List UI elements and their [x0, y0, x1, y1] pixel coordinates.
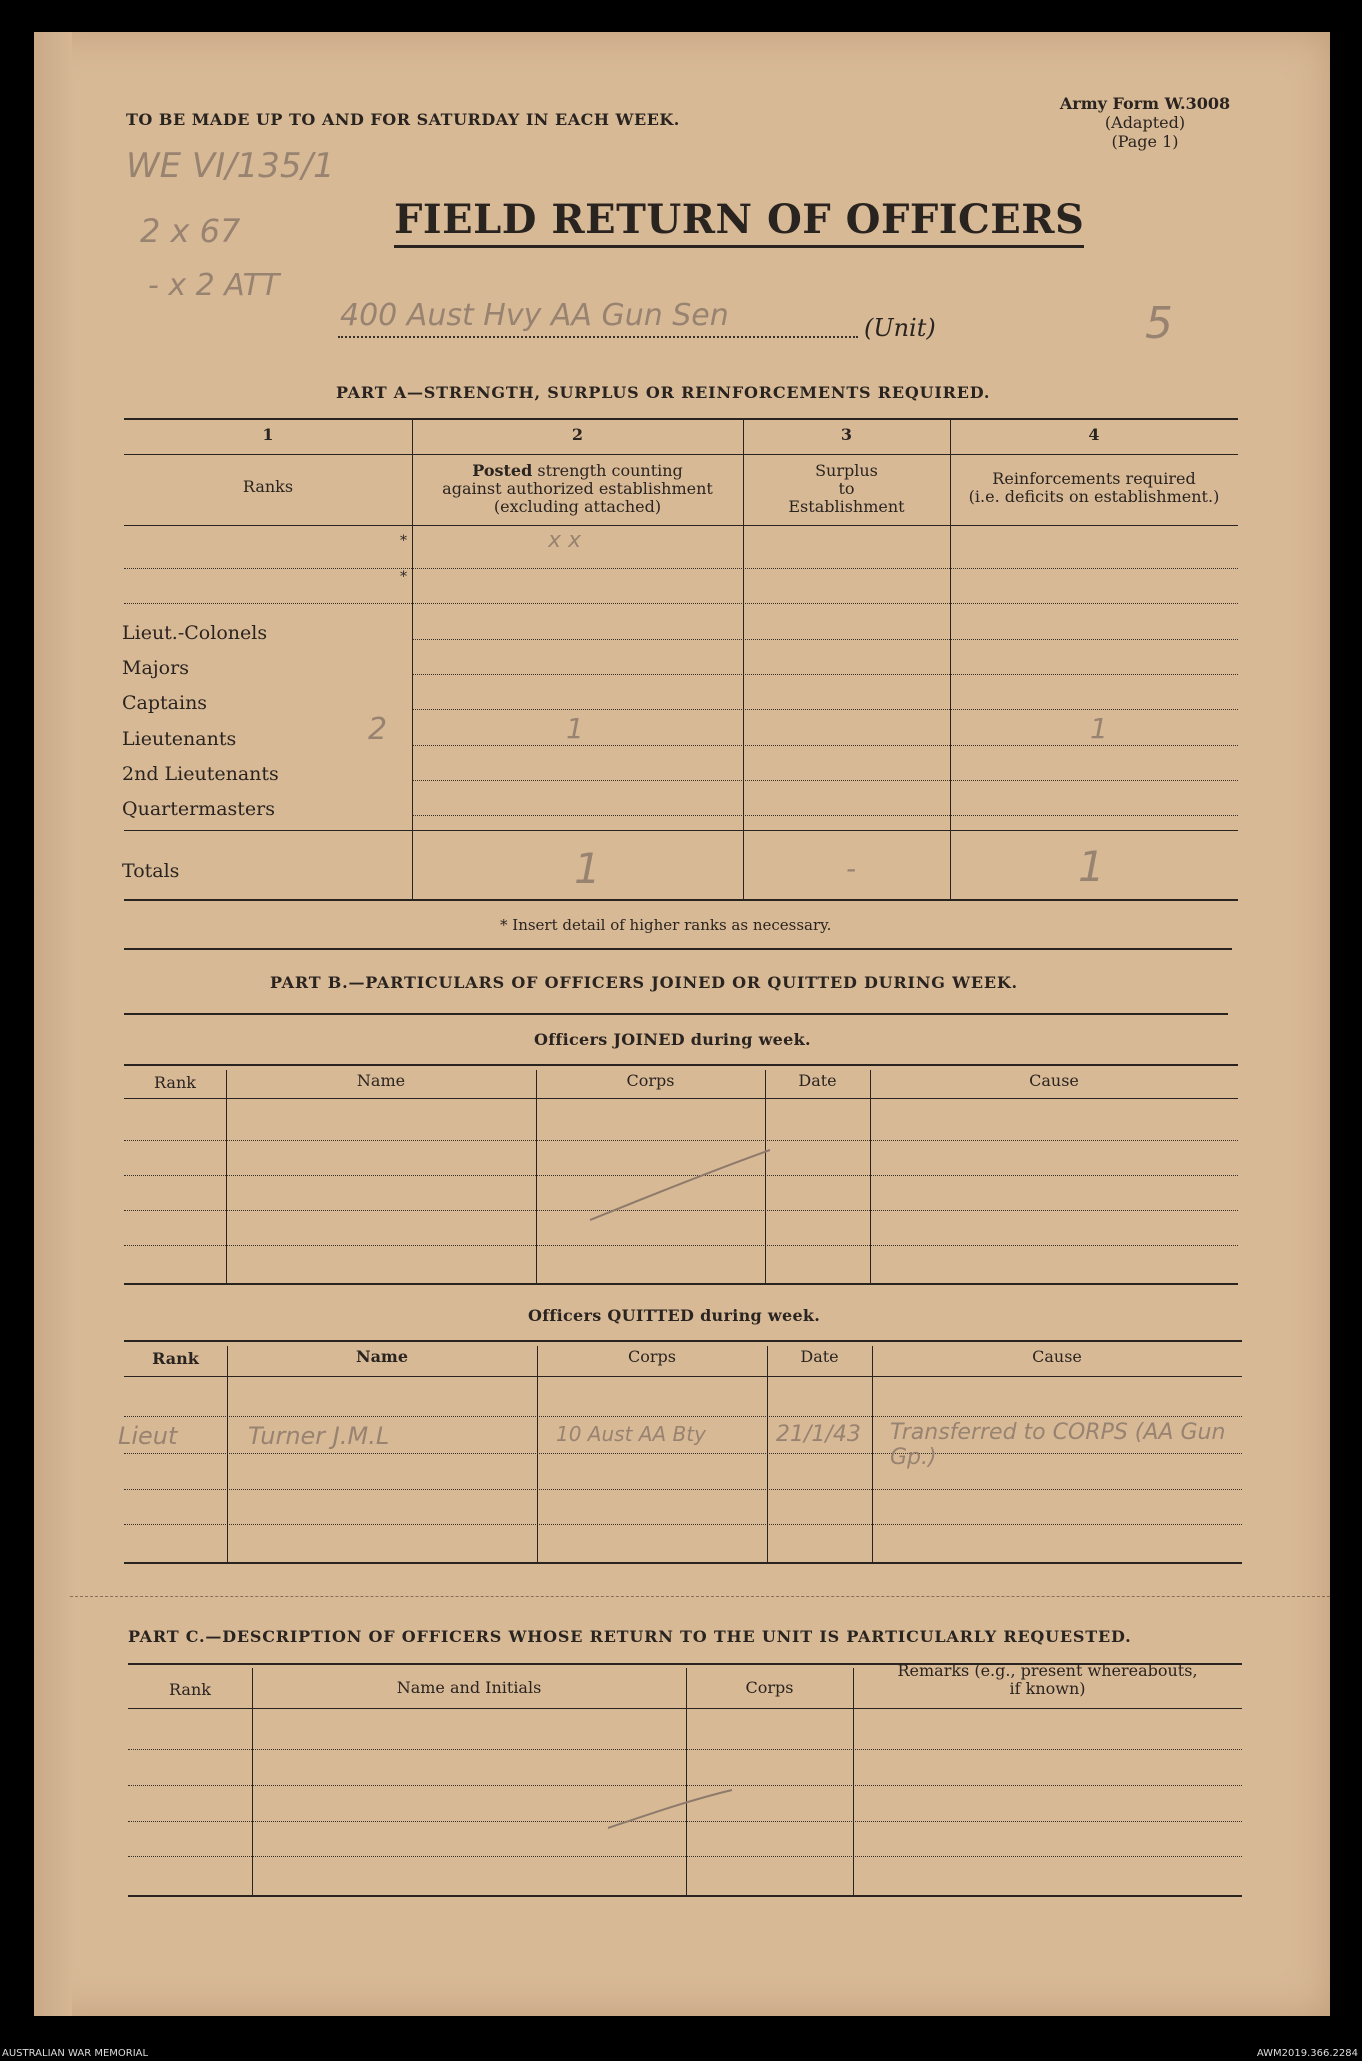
quitted-bottom-rule: [124, 1562, 1242, 1564]
remarks-line1: Remarks (e.g., present whereabouts,: [897, 1661, 1198, 1680]
handwritten-lieut-col2: 1: [566, 712, 584, 745]
part-a-dotted-row: [412, 709, 1238, 710]
part-a-dotted-row: [412, 745, 1238, 746]
col3-line2: to: [838, 479, 855, 498]
quitted-col-corps: Corps: [628, 1347, 676, 1366]
col2-line2: against authorized establishment: [442, 479, 713, 498]
joined-strike-mark: [580, 1140, 780, 1230]
col-number-1: 1: [262, 425, 274, 444]
part-c-col-divider: [252, 1668, 253, 1895]
joined-col-rank: Rank: [154, 1073, 196, 1092]
joined-header-rule: [124, 1098, 1238, 1099]
joined-col-divider: [226, 1070, 227, 1283]
tear-line: [70, 1596, 1330, 1597]
asterisk-2: *: [400, 569, 407, 585]
rank-lieutenants: Lieutenants: [122, 728, 237, 750]
quitted-col-divider: [872, 1346, 873, 1562]
part-a-heading: PART A—STRENGTH, SURPLUS OR REINFORCEMENTS REQUIRED.: [336, 383, 991, 402]
footnote: * Insert detail of higher ranks as necessary.: [500, 916, 832, 934]
joined-col-divider: [536, 1070, 537, 1283]
footer-source: AUSTRALIAN WAR MEMORIAL: [2, 2048, 149, 2059]
paper-fold: [34, 32, 72, 2016]
col-header-posted: [412, 462, 743, 516]
quitted-entry-rank: Lieut: [118, 1422, 178, 1450]
unit-field-line: [338, 336, 858, 338]
quitted-col-rank: Rank: [152, 1349, 199, 1368]
col-header-surplus: [743, 462, 950, 516]
posted-bold: Posted: [472, 461, 533, 480]
handwritten-lieut-col4: 1: [1090, 712, 1108, 745]
col4-line1: Reinforcements required: [992, 469, 1196, 488]
handwritten-note-1: 2 x 67: [140, 212, 241, 250]
handwritten-total-col3: -: [846, 852, 857, 885]
rank-lieut-colonels: Lieut.-Colonels: [122, 622, 268, 644]
part-c-row: [128, 1749, 1242, 1750]
quitted-entry-date: 21/1/43: [776, 1422, 861, 1447]
part-c-strike-mark: [600, 1784, 740, 1834]
part-c-col-corps: Corps: [745, 1678, 794, 1697]
part-c-col-rank: Rank: [169, 1680, 211, 1699]
part-c-col-divider: [853, 1668, 854, 1895]
part-a-dotted-row: [412, 780, 1238, 781]
col-header-reinforcements: [950, 470, 1238, 506]
quitted-row: [124, 1524, 1242, 1525]
handwritten-ref: WE VI/135/1: [126, 146, 335, 186]
rank-quartermasters: Quartermasters: [122, 798, 275, 820]
rank-2nd-lieutenants: 2nd Lieutenants: [122, 763, 279, 785]
part-a-dotted-row: [412, 639, 1238, 640]
unit-handwritten: 400 Aust Hvy AA Gun Sen: [340, 298, 729, 333]
joined-bottom-rule: [124, 1283, 1238, 1285]
col3-line3: Establishment: [788, 497, 905, 516]
part-a-top-rule: [124, 418, 1238, 420]
part-a-dotted-row: [412, 674, 1238, 675]
col-number-4: 4: [1088, 425, 1100, 444]
quitted-col-divider: [537, 1346, 538, 1562]
joined-top-rule: [124, 1064, 1238, 1066]
part-a-dotted-row: [412, 815, 1238, 816]
instruction-text: TO BE MADE UP TO AND FOR SATURDAY IN EACH WEEK.: [126, 110, 680, 129]
part-a-footnote-rule: [124, 948, 1232, 950]
quitted-entry-cause: Transferred to CORPS (AA Gun Gp.): [890, 1420, 1226, 1470]
part-c-header-rule: [128, 1708, 1242, 1709]
part-a-rule: [124, 454, 1238, 455]
quitted-row: [124, 1416, 1242, 1417]
joined-col-name: Name: [356, 1071, 406, 1090]
col2-line3: (excluding attached): [493, 497, 662, 516]
part-a-dotted-row: [124, 568, 1238, 569]
part-a-dotted-row: [124, 603, 1238, 604]
part-c-col-name: Name and Initials: [396, 1678, 542, 1697]
part-a-rule: [124, 525, 1238, 526]
col4-line2: (i.e. deficits on establishment.): [968, 487, 1220, 506]
part-a-rule: [124, 830, 1238, 831]
form-page-number: (Page 1): [1111, 132, 1179, 151]
quitted-entry-corps: 10 Aust AA Bty: [556, 1422, 706, 1446]
handwritten-note-2: - x 2 ATT: [148, 268, 280, 303]
unit-label: (Unit): [864, 314, 936, 342]
form-name: Army Form W.3008: [1059, 94, 1231, 113]
handwritten-lieut-col1: 2: [368, 712, 388, 747]
asterisk-1: *: [400, 533, 407, 549]
quitted-col-cause: Cause: [1032, 1347, 1082, 1366]
part-c-col-divider: [686, 1668, 687, 1895]
quitted-header-rule: [124, 1376, 1242, 1377]
joined-col-date: Date: [798, 1071, 837, 1090]
handwritten-total-col4: 1: [1078, 842, 1105, 891]
totals-label: Totals: [122, 860, 180, 882]
handwritten-top-mark: x x: [548, 528, 582, 553]
quitted-col-divider: [767, 1346, 768, 1562]
joined-col-cause: Cause: [1029, 1071, 1079, 1090]
part-c-col-remarks: [853, 1662, 1242, 1698]
part-a-bottom-rule: [124, 899, 1238, 901]
form-adapted: (Adapted): [1104, 113, 1186, 132]
quitted-top-rule: [124, 1340, 1242, 1342]
col-header-ranks: Ranks: [242, 477, 294, 496]
joined-row: [124, 1245, 1238, 1246]
rank-captains: Captains: [122, 692, 208, 714]
handwritten-number: 5: [1145, 298, 1173, 349]
quitted-col-date: Date: [800, 1347, 839, 1366]
remarks-line2: if known): [1009, 1679, 1086, 1698]
joined-col-corps: Corps: [626, 1071, 675, 1090]
quitted-title: Officers QUITTED during week.: [528, 1306, 821, 1325]
part-b-heading: PART B.—PARTICULARS OF OFFICERS JOINED OR QUITTED DURING WEEK.: [270, 973, 1018, 992]
footer-accession: AWM2019.366.2284: [1256, 2048, 1358, 2059]
part-c-bottom-rule: [128, 1895, 1242, 1897]
rank-majors: Majors: [122, 657, 189, 679]
col-number-2: 2: [571, 425, 584, 444]
quitted-col-divider: [227, 1346, 228, 1562]
page-title: FIELD RETURN OF OFFICERS: [394, 196, 1084, 248]
col2-line1: strength counting: [537, 461, 683, 480]
part-c-row: [128, 1856, 1242, 1857]
part-c-heading: PART C.—DESCRIPTION OF OFFICERS WHOSE RETURN TO THE UNIT IS PARTICULARLY REQUESTED.: [128, 1627, 1132, 1646]
handwritten-total-col2: 1: [574, 844, 601, 893]
col3-line1: Surplus: [815, 461, 878, 480]
quitted-col-name: Name: [355, 1347, 409, 1366]
quitted-entry-name: Turner J.M.L: [248, 1422, 390, 1450]
quitted-row: [124, 1489, 1242, 1490]
col-number-3: 3: [840, 425, 853, 444]
joined-col-divider: [870, 1070, 871, 1283]
form-id: [1050, 94, 1240, 151]
part-b-top-rule: [124, 1013, 1228, 1015]
joined-title: Officers JOINED during week.: [534, 1030, 811, 1049]
